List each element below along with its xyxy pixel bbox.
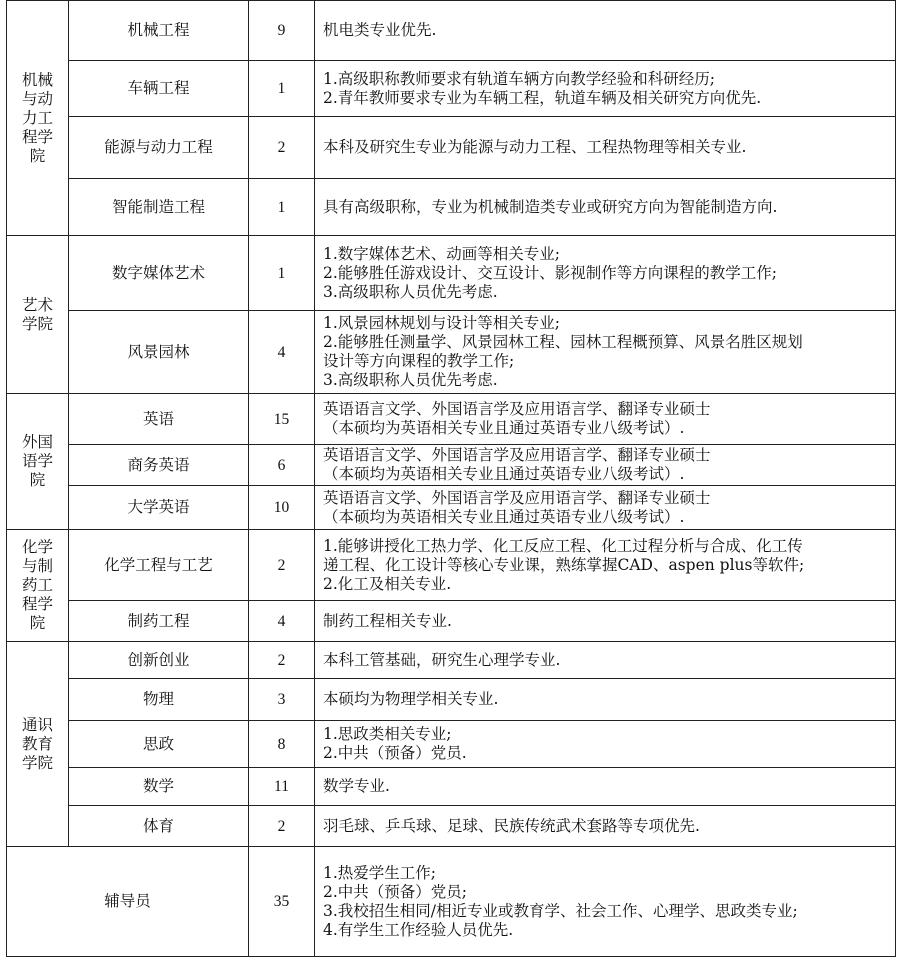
table-row [7, 768, 896, 806]
requirement-line: （本硕均为英语相关专业且通过英语专业八级考试）. [323, 507, 685, 526]
table-body [7, 1, 896, 957]
requirement-line: 本科工管基础，研究生心理学专业. [323, 650, 561, 669]
table-row [7, 61, 896, 117]
count-cell: 4 [249, 601, 315, 642]
requirement-line: 羽毛球、乒乓球、足球、民族传统武术套路等专项优先. [323, 816, 700, 835]
college-cell [7, 394, 69, 530]
requirement-line: 英语语言文学、外国语言学及应用语言学、翻译专业硕士 [323, 400, 711, 418]
count-cell: 6 [249, 445, 315, 486]
table-row [7, 445, 896, 486]
table-row [7, 721, 896, 768]
major-cell: 物理 [69, 679, 249, 721]
requirement-line: 1.能够讲授化工热力学、化工反应工程、化工过程分析与合成、化工传 [323, 536, 803, 555]
requirement-cell [315, 179, 896, 236]
major-cell: 体育 [69, 806, 249, 847]
major-cell: 车辆工程 [69, 61, 249, 117]
count-cell: 4 [249, 311, 315, 394]
major-cell: 能源与动力工程 [69, 117, 249, 179]
major-cell: 英语 [69, 394, 249, 445]
table-row [7, 679, 896, 721]
requirement-line: 具有高级职称，专业为机械制造类专业或研究方向为智能制造方向. [323, 197, 778, 216]
count-cell: 9 [249, 1, 315, 61]
requirement-line: 英语语言文学、外国语言学及应用语言学、翻译专业硕士 [323, 446, 711, 464]
college-name: 通识教育学院 [21, 715, 53, 772]
recruitment-table [6, 0, 896, 957]
major-cell: 制药工程 [69, 601, 249, 642]
major-cell: 化学工程与工艺 [69, 530, 249, 601]
requirement-cell [315, 236, 896, 311]
table-row [7, 311, 896, 394]
count-cell: 3 [249, 679, 315, 721]
major-cell: 大学英语 [69, 486, 249, 530]
count-cell: 1 [249, 236, 315, 311]
table-row [7, 486, 896, 530]
count-cell: 2 [249, 806, 315, 847]
table-row [7, 117, 896, 179]
requirement-line: 1.热爱学生工作; [323, 863, 437, 882]
counselor-cell: 辅导员 [7, 847, 249, 957]
requirement-cell [315, 486, 896, 530]
requirement-cell [315, 721, 896, 768]
college-cell [7, 236, 69, 394]
college-name: 机械与动力工程学院 [21, 70, 53, 165]
table-row [7, 642, 896, 679]
table-row [7, 806, 896, 847]
table-row [7, 530, 896, 601]
requirement-cell [315, 1, 896, 61]
major-cell: 风景园林 [69, 311, 249, 394]
major-cell: 创新创业 [69, 642, 249, 679]
requirement-line: 设计等方向课程的教学工作; [323, 352, 515, 370]
major-cell: 数字媒体艺术 [69, 236, 249, 311]
major-cell: 机械工程 [69, 1, 249, 61]
requirement-line: 英语语言文学、外国语言学及应用语言学、翻译专业硕士 [323, 488, 711, 507]
requirement-cell [315, 117, 896, 179]
college-cell [7, 1, 69, 236]
requirement-line: 1.高级职称教师要求有轨道车辆方向教学经验和科研经历; [323, 69, 716, 88]
count-cell: 2 [249, 117, 315, 179]
college-name: 外国语学院 [21, 433, 53, 489]
table-row [7, 394, 896, 445]
college-cell [7, 530, 69, 642]
major-cell: 思政 [69, 721, 249, 768]
requirement-line: 1.风景园林规划与设计等相关专业; [323, 314, 561, 332]
requirement-line: 本硕均为物理学相关专业. [323, 690, 499, 708]
requirement-cell [315, 847, 896, 957]
requirement-line: 递工程、化工设计等核心专业课，熟练掌握CAD、aspen plus等软件; [323, 555, 805, 574]
table-row-counselor [7, 847, 896, 957]
table-row [7, 1, 896, 61]
requirement-line: 制药工程相关专业. [323, 611, 452, 630]
requirement-cell [315, 806, 896, 847]
table-row [7, 179, 896, 236]
requirement-line: 4.有学生工作经验人员优先. [323, 920, 514, 939]
count-cell: 35 [249, 847, 315, 957]
requirement-line: 2.中共（预备）党员. [323, 744, 467, 762]
requirement-line: 3.高级职称人员优先考虑. [323, 282, 498, 301]
count-cell: 2 [249, 642, 315, 679]
college-cell [7, 642, 69, 847]
requirement-line: 2.化工及相关专业. [323, 574, 452, 593]
requirement-line: 2.青年教师要求专业为车辆工程，轨道车辆及相关研究方向优先. [323, 88, 762, 107]
requirement-line: 3.高级职称人员优先考虑. [323, 371, 498, 389]
requirement-line: 机电类专业优先. [323, 21, 437, 39]
count-cell: 1 [249, 179, 315, 236]
count-cell: 2 [249, 530, 315, 601]
major-cell: 智能制造工程 [69, 179, 249, 236]
table-row [7, 236, 896, 311]
requirement-line: （本硕均为英语相关专业且通过英语专业八级考试）. [323, 419, 685, 437]
requirement-line: 1.数字媒体艺术、动画等相关专业; [323, 244, 561, 263]
requirement-line: 3.我校招生相同/相近专业或教育学、社会工作、心理学、思政类专业; [323, 901, 798, 920]
requirement-line: 1.思政类相关专业; [323, 725, 452, 743]
requirement-cell [315, 642, 896, 679]
requirement-line: 2.能够胜任测量学、风景园林工程、园林工程概预算、风景名胜区规划 [323, 333, 803, 351]
requirement-line: 本科及研究生专业为能源与动力工程、工程热物理等相关专业. [323, 138, 747, 156]
major-cell: 商务英语 [69, 445, 249, 486]
count-cell: 10 [249, 486, 315, 530]
requirement-cell [315, 311, 896, 394]
requirement-cell [315, 61, 896, 117]
requirement-cell [315, 601, 896, 642]
requirement-cell [315, 679, 896, 721]
requirement-cell [315, 445, 896, 486]
requirement-line: 2.能够胜任游戏设计、交互设计、影视制作等方向课程的教学工作; [323, 263, 778, 282]
major-cell: 数学 [69, 768, 249, 806]
college-name: 艺术学院 [21, 295, 53, 333]
requirement-line: （本硕均为英语相关专业且通过英语专业八级考试）. [323, 465, 685, 483]
requirement-cell [315, 530, 896, 601]
requirement-cell [315, 768, 896, 806]
count-cell: 8 [249, 721, 315, 768]
college-name: 化学与制药工程学院 [21, 538, 53, 632]
requirement-line: 数学专业. [323, 777, 390, 795]
requirement-cell [315, 394, 896, 445]
count-cell: 11 [249, 768, 315, 806]
requirement-line: 2.中共（预备）党员; [323, 882, 468, 901]
count-cell: 15 [249, 394, 315, 445]
table-row [7, 601, 896, 642]
count-cell: 1 [249, 61, 315, 117]
